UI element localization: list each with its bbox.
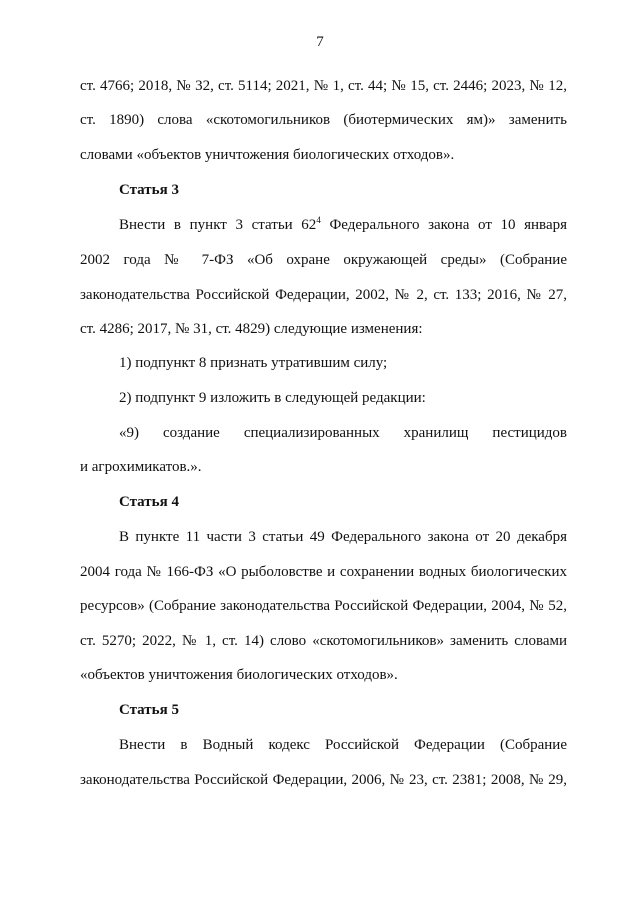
text-line: ст. 1890) слова «скотомогильников (биотермических ям)» заменить: [80, 112, 567, 128]
text-line: ст. 4766; 2018, № 32, ст. 5114; 2021, № 1, ст. 44; № 15, ст. 2446; 2023, № 12,: [80, 78, 567, 94]
text-line: словами «объектов уничтожения биологических отходов».: [80, 147, 455, 163]
text-line: Внести в Водный кодекс Российской Федерации (Собрание: [119, 737, 567, 753]
text-line: ст. 5270; 2022, № 1, ст. 14) слово «скотомогильников» заменить словами: [80, 633, 567, 649]
superscript: 4: [316, 215, 321, 225]
text-line: «9) создание специализированных хранилищ пестицидов: [119, 425, 567, 441]
article-heading-5: Статья 5: [119, 702, 179, 718]
text-line: 2004 года № 166-ФЗ «О рыболовстве и сохранении водных биологических: [80, 564, 567, 580]
article-heading-3: Статья 3: [119, 182, 179, 198]
page-number: 7: [316, 34, 324, 50]
article-heading-4: Статья 4: [119, 494, 179, 510]
text-line: 2002 года № 7-ФЗ «Об охране окружающей среды» (Собрание: [80, 252, 567, 268]
list-item: 2) подпункт 9 изложить в следующей редакции:: [119, 390, 426, 406]
text-line: законодательства Российской Федерации, 2006, № 23, ст. 2381; 2008, № 29,: [80, 772, 567, 788]
text-line: ст. 4286; 2017, № 31, ст. 4829) следующие изменения:: [80, 321, 423, 337]
list-item: 1) подпункт 8 признать утратившим силу;: [119, 355, 388, 371]
text-fragment: Внести в пункт 3 статьи 62: [119, 217, 317, 233]
text-line: и агрохимикатов.».: [80, 459, 202, 475]
text-line: [119, 216, 567, 234]
text-line: В пункте 11 части 3 статьи 49 Федерального закона от 20 декабря: [119, 529, 567, 545]
text-line: ресурсов» (Собрание законодательства Российской Федерации, 2004, № 52,: [80, 598, 567, 614]
text-line: «объектов уничтожения биологических отходов».: [80, 667, 398, 683]
text-line: законодательства Российской Федерации, 2002, № 2, ст. 133; 2016, № 27,: [80, 287, 567, 303]
text-fragment: Федерального закона от 10 января: [329, 217, 568, 233]
